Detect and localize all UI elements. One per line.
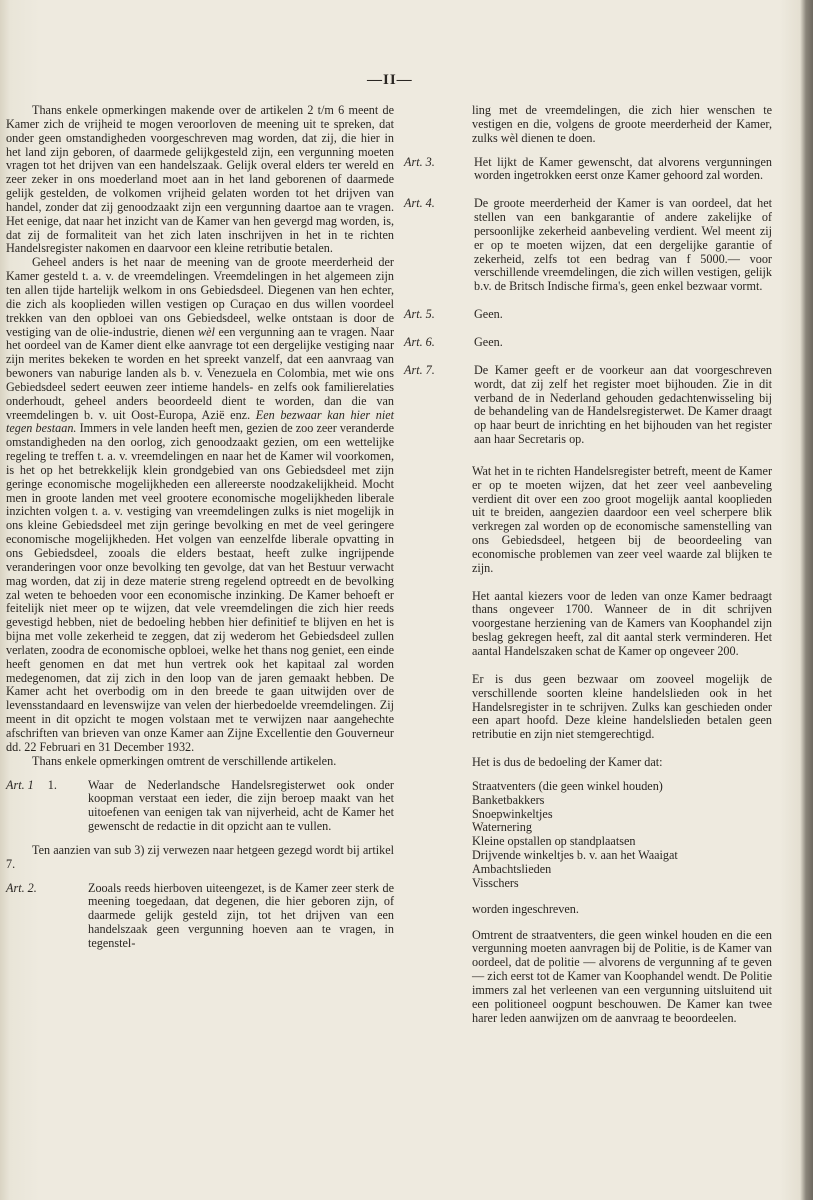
paragraph: Omtrent de straatventers, die geen winkel houden en die een vergunning moeten aanvragen bij de Politie, is de Kamer van oordeel, dat de politie — alvorens de vergunning af te geven — zich eerst tot de Kamer van Koophandel wendt. De Politie immers zal het verleenen van een vergunning uitsluitend uit een politioneel oogpunt beschouwen. De Kamer kan twee harer leden aanwijzen om de aanvraag te beoordeelen. [472, 927, 772, 1025]
left-column [6, 104, 394, 951]
article-4 [404, 197, 772, 294]
paragraph: Wat het in te richten Handelsregister betreft, meent de Kamer er op te moeten wijzen, dat het zeer veel aanbeveling verdient dit over een zoo groot mogelijk aantal kooplieden uit te breiden, aangezien daardoor een veel scherpere blik verkregen zal worden op de economische samenstelling van ons Gebiedsdeel, hetgeen bij de beoordeeling van economische problemen van zeer veel waarde zal blijken te zijn. [472, 463, 772, 575]
list-item: Banketbakkers [472, 792, 545, 807]
list-item: Waternering [472, 820, 532, 835]
paragraph-text: Immers in vele landen heeft men, gezien de zoo zeer veranderde omstandigheden na den oorlog, zich genoodzaakt gezien, om een wettelijke regeling te treffen t. a. v. vreemdelingen en naar het de Kamer wil voorkomen, is het op het betrekkelijk klein grondgebied van ons Gebiedsdeel met zijn geringe economische mogelijkheden een allereerste noodzakelijkheid. Mocht men in groote landen met veel grootere economische mogelijkheden liberale inzichten volgen t. a. v. vestiging van vreemdelingen zulks is niet mogelijk in ons kleine Gebiedsdeel met zijn geringe bevolking en met de veel geringere economische mogelijkheden. Het volgen van eenzelfde liberale opvatting in ons Gebiedsdeel, zooals die elders bestaat, heeft zulke ingrijpende veranderingen voor onze bevolking ten gevolge, dat van het Bestuur verwacht mag worden, dat zij in deze materie streng regelend optreedt en de bevolking zal weten te behoeden voor een economische inzinking. De Kamer behoeft er feitelijk niet meer op te wijzen, dat vele vreemdelingen die zich hier reeds gevestigd hebben, niet de bedoeling hebben hier definitief te blijven en het is bijna met volle zekerheid te zeggen, dat zij wederom het Gebiedsdeel zullen verlaten, zoodra de economische opbloei, welke het thans nog geniet, een einde heeft genomen en dat met hun vertrek ook het kapitaal zal worden medegenomen, dat zij zich in den loop van de jaren gemaakt hebben. De Kamer acht het overbodig om in den breede te gaan uitwijden over de levensstandaard en levenswijze van velen der hierbedoelde vreemdelingen. Zij meent in dit opzicht te mogen volstaan met te verwijzen naar aangehechte afschriften van brieven van onze Kamer aan Zijne Excellentie den Gouverneur dd. 22 Februari en 31 December 1932. [6, 421, 395, 754]
list-item: Kleine opstallen op standplaatsen [472, 834, 636, 849]
paragraph: Thans enkele opmerkingen makende over de artikelen 2 t/m 6 meent de Kamer zich de vrijheid te mogen veroorloven de meening uit te spreken, dat onder geen omstandigheden voorgeschreven mag worden, dat zij, die hier in het land zijn geboren, of daarmede gelijkgesteld zijn, een vergunning moeten vragen tot het drijven van een handelszaak. Gelijk overal elders ter wereld en zeer zeker in ons moederland moet aan in het land geborenen of daarmede gelijk gestelden, de volkomen vrijheid gelaten worden tot het drijven van handel, zonder dat zij genoodzaakt zijn een vergunning daartoe aan te vragen. Het eenige, dat naar het inzicht van de Kamer van hen gevergd mag worden, is, dat zij de formaliteit van het zich laten inschrijven in het in te richten Handelsregister nakomen en daarvoor een kleine retributie betalen. [6, 103, 394, 256]
article-label: Art. 3. [404, 154, 435, 169]
paragraph: Het is dus de bedoeling der Kamer dat: [472, 755, 663, 770]
paragraph: ling met de vreemdelingen, die zich hier wenschen te vestigen en die, volgens de groote meerderheid der Kamer, zulks wèl dienen te doen. [472, 103, 772, 145]
page-number: —II— [367, 72, 413, 88]
article-3 [404, 156, 772, 184]
article-label: Art. 5. [404, 307, 435, 322]
article-text: Het lijkt de Kamer gewenscht, dat alvorens vergunningen worden ingetrokken eerst onze Kamer gehoord zal worden. [474, 154, 772, 183]
paragraph: Het aantal kiezers voor de leden van onze Kamer bedraagt thans ongeveer 1700. Wanneer de in dit schrijven voorgestane herziening van de Kamers van Koophandel zijn beslag gekregen heeft, zal dit aantal sterk verminderen. Het aantal Handelszaken schat de Kamer op ongeveer 200. [472, 588, 772, 658]
list-item: Straatventers (die geen winkel houden) [472, 778, 663, 793]
article-1 [6, 779, 394, 834]
emphasis-text: wèl [198, 324, 215, 339]
article-text: Waar de Nederlandsche Handelsregisterwet ook onder koopman verstaat een ieder, die zijn beroep maakt van het uitoefenen van eenigen tak van nijverheid, acht de Kamer het gewenscht de redactie in dit opzicht aan te vullen. [88, 777, 394, 834]
trade-list [472, 780, 772, 891]
article-text: Geen. [474, 307, 503, 322]
article-label: Art. 4. [404, 196, 435, 211]
paragraph: Er is dus geen bezwaar om zooveel mogelijk de verschillende soorten kleine handelslieden ook in het Handelsregister in te schrijven. Zulks kan geschieden onder een apart hoofd. Deze kleine handelslieden betalen geen retributie en zijn niet stemgerechtigd. [472, 671, 772, 742]
list-item: Drijvende winkeltjes b. v. aan het Waaigat [472, 848, 678, 863]
article-label: Art. 7. [404, 362, 435, 377]
article-text: De Kamer geeft er de voorkeur aan dat voorgeschreven wordt, dat zij zelf het register moet bijhouden. Zie in dit verband de in Nederland gehouden gedachtenwisseling bij de behandeling van de Handelsregisterwet. De Kamer draagt op haar beurt de inrichting en het bijhouden van het register aan haar Secretaris op. [474, 362, 772, 447]
paragraph: Thans enkele opmerkingen omtrent de verschillende artikelen. [32, 753, 337, 768]
paragraph: worden ingeschreven. [472, 901, 579, 916]
list-item: Ambachtslieden [472, 861, 552, 876]
article-6 [404, 336, 772, 350]
list-item: Snoepwinkeltjes [472, 806, 553, 821]
article-5 [404, 308, 772, 322]
article-text: Geen. [474, 334, 503, 349]
article-text: De groote meerderheid der Kamer is van oordeel, dat het stellen van een bankgarantie of andere zakelijke of persoonlijke zekerheid aanbeveling verdient. Wel meent zij er op te moeten wijzen, dat een dergelijke garantie of zekerheid, zelfs tot een bedrag van f 5000.— voor verschillende vreemdelingen, die zich willen vestigen, gelijk b.v. de Britsch Indische firma's, geen enkel bezwaar vormt. [474, 196, 772, 294]
paragraph-text: een vergunning aan te vragen. Naar het oordeel van de Kamer dient elke aanvrage tot een dergelijke vestiging naar zijn merites bekeken te worden en het spreekt vanzelf, dat een aanvraag van bewoners van naburige landen als b. v. Venezuela en Colombia, met wie ons Gebiedsdeel sedert eeuwen zeer intieme handels- en zelfs ook familierelaties onderhoudt, geheel anders beoordeeld dient te worden, dan die van vreemdelingen b. v. uit Oost-Europa, Azië enz. [6, 324, 395, 422]
paragraph: Ten aanzien van sub 3) zij verwezen naar hetgeen gezegd wordt bij artikel 7. [6, 842, 394, 871]
article-label [6, 779, 57, 793]
article-label-text: Art. 1 [6, 777, 34, 792]
article-text: Zooals reeds hierboven uiteengezet, is de Kamer zeer sterk de meening toegedaan, dat degenen, die hier geboren zijn, of daarmede gelijk gesteld zijn, tot het drijven van een handelszaak geen vergunning hoeven aan te vragen, in tegenstel- [88, 880, 394, 950]
article-subnumber: 1. [47, 777, 57, 792]
article-2 [6, 882, 394, 951]
paragraph-text: Geheel anders is het naar de meening van de groote meerderheid der Kamer gesteld t. a. v. de vreemdelingen. Vreemdelingen in het algemeen zijn ten allen tijde hartelijk welkom in ons Gebiedsdeel. Diegenen van hen echter, die zich als kooplieden willen vestigen op Curaçao en dus willen voordeel trekken van den opbloei van ons Gebiedsdeel, welke ontstaan is door de vestiging van de olie-industrie, dienen [6, 255, 394, 339]
list-item: Visschers [472, 875, 519, 890]
emphasis-text: Een bezwaar kan hier niet tegen bestaan. [6, 407, 394, 436]
article-label: Art. 2. [6, 880, 37, 895]
paragraph [6, 256, 394, 754]
article-label: Art. 6. [404, 334, 435, 349]
right-column [404, 104, 772, 1025]
article-7 [404, 364, 772, 447]
